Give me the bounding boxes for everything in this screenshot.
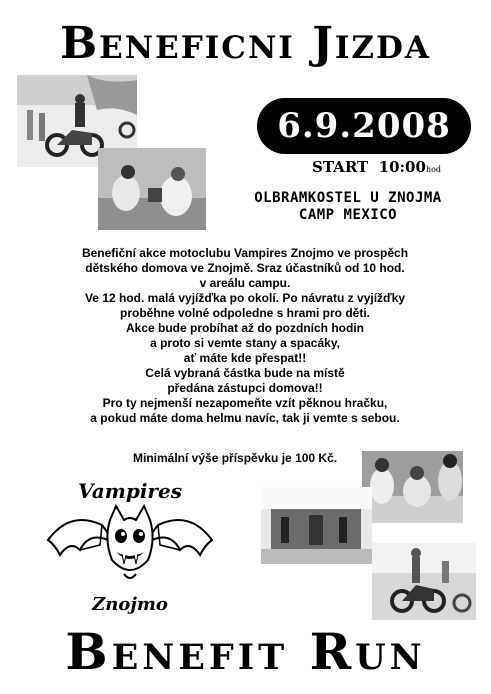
- start-label: START: [312, 158, 369, 176]
- venue-line-1: OLBRAMKOSTEL U ZNOJMA: [254, 190, 442, 206]
- start-unit: hod: [425, 165, 442, 174]
- photo-stage-band: [261, 487, 372, 564]
- start-time: [312, 158, 441, 176]
- description-line: a proto si vemte stany a spacáky,: [150, 336, 340, 350]
- event-date: 6.9.2008: [257, 98, 471, 154]
- logo-text-top: Vampires: [78, 479, 182, 503]
- contribution-note: Minimální výše příspěvku je 100 Kč.: [133, 451, 338, 465]
- start-hour: 10:00: [378, 158, 426, 176]
- description-line: ať máte kde přespat!!: [183, 351, 307, 365]
- description-line: a pokud máte doma helmu navíc, tak ji vemte s sebou.: [90, 411, 400, 425]
- description-line: předána zástupci domova!!: [167, 381, 323, 395]
- photo-children-crafts: [362, 451, 463, 523]
- venue-line-2: CAMP MEXICO: [298, 207, 398, 223]
- description-line: Pro ty nejmenší nezapomeňte vzít pěknou hračku,: [102, 396, 388, 410]
- description-line: Ve 12 hod. malá vyjížďka po okolí. Po návratu z vyjížďky: [84, 291, 406, 305]
- description-line: v areálu campu.: [199, 276, 291, 290]
- photo-kids-playing: [98, 148, 206, 230]
- description-line: Celá vybraná částka bude na místě: [145, 366, 345, 380]
- description-line: Benefiční akce motoclubu Vampires Znojmo ve prospěch: [81, 246, 409, 260]
- poster-subtitle: Benefit Run: [65, 622, 426, 681]
- description-line: dětského domova ve Znojmě. Sraz účastníků od 10 hod.: [85, 261, 405, 275]
- description-line: proběhne volné odpoledne s hrami pro děti.: [119, 306, 371, 320]
- vampires-logo: [40, 470, 220, 620]
- poster-title: Beneficni Jizda: [59, 18, 431, 69]
- venue: [205, 190, 491, 224]
- event-description: [40, 246, 450, 426]
- description-line: Akce bude probíhat až do pozdních hodin: [126, 321, 364, 335]
- logo-text-bottom: Znojmo: [92, 594, 168, 615]
- photo-motorbikes-crowd: [372, 543, 476, 620]
